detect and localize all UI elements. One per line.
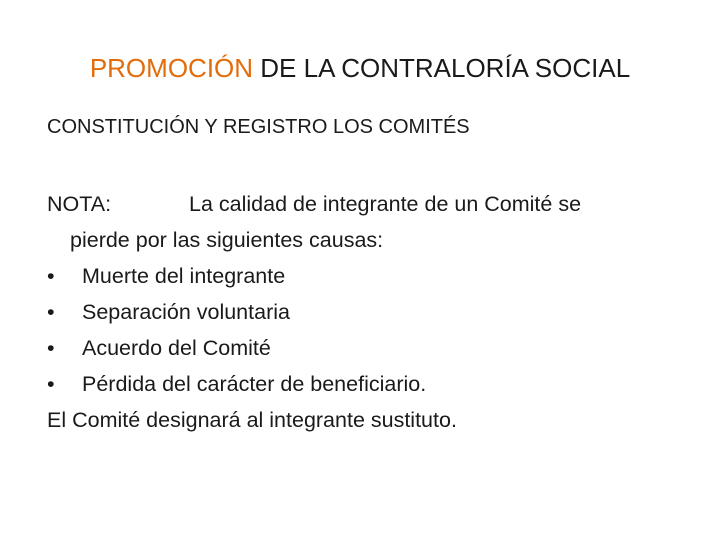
title-highlight: PROMOCIÓN — [89, 53, 254, 83]
bullet-icon: • — [47, 336, 55, 360]
bullet-icon: • — [47, 264, 55, 288]
note-line — [47, 186, 687, 222]
closing-text: El Comité designará al integrante sustituto. — [47, 408, 457, 432]
slide-body — [47, 186, 687, 438]
note-text-line1: La calidad de integrante de un Comité se — [189, 192, 582, 216]
note-label: NOTA: — [47, 192, 112, 216]
slide-subtitle: CONSTITUCIÓN Y REGISTRO LOS COMITÉS — [47, 116, 470, 138]
list-item — [47, 330, 687, 366]
list-item — [47, 366, 687, 402]
list-item-text: Muerte del integrante — [82, 264, 286, 288]
list-item-text: Acuerdo del Comité — [82, 336, 271, 360]
list-item — [47, 294, 687, 330]
title-rest: DE LA CONTRALORÍA SOCIAL — [253, 53, 631, 83]
list-item — [47, 258, 687, 294]
bullet-icon: • — [47, 372, 55, 396]
list-item-text: Separación voluntaria — [82, 300, 290, 324]
note-text-line2: pierde por las siguientes causas: — [70, 228, 384, 252]
bullet-icon: • — [47, 300, 55, 324]
slide-title — [0, 48, 720, 88]
list-item-text: Pérdida del carácter de beneficiario. — [82, 372, 427, 396]
